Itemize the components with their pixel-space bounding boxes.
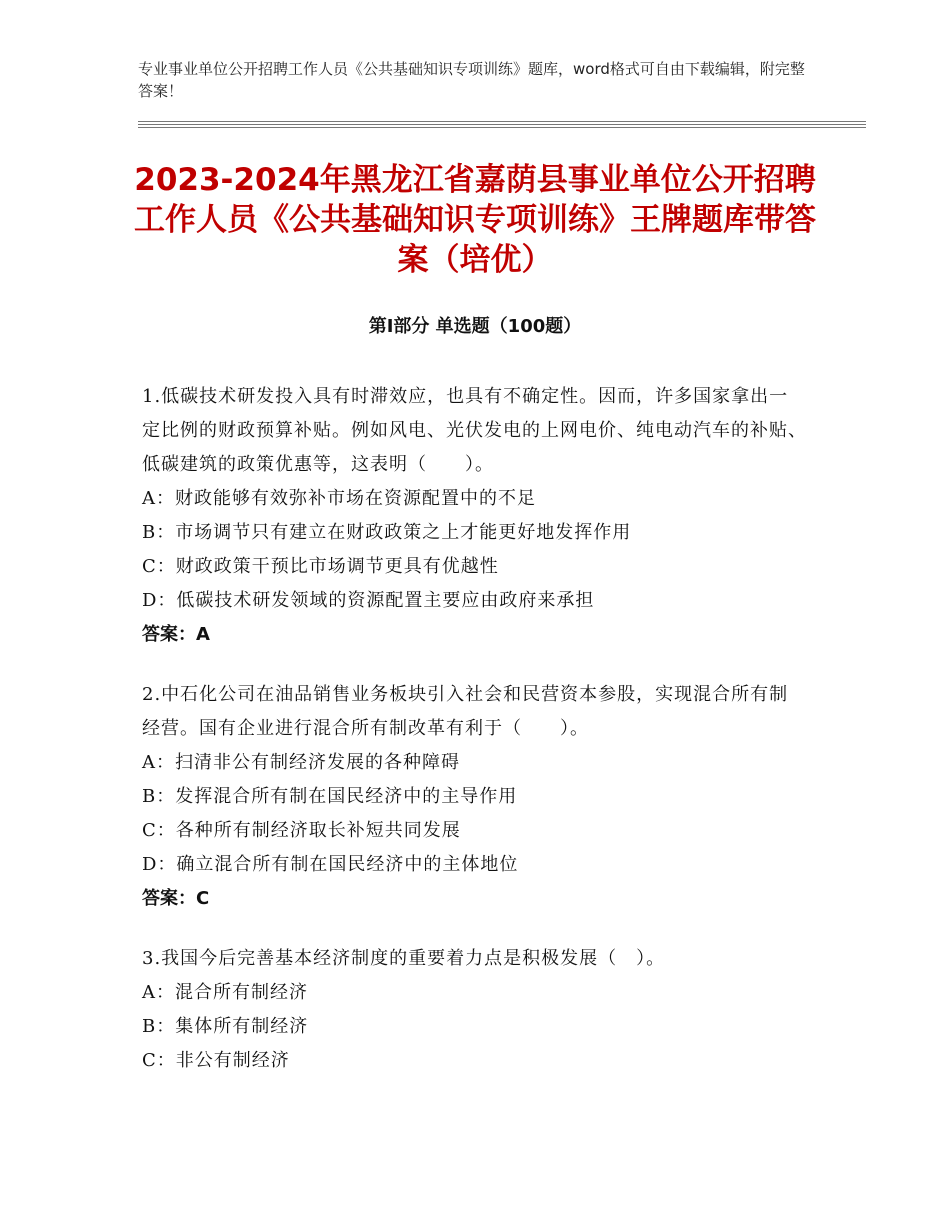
option-a: A：扫清非公有制经济发展的各种障碍: [142, 752, 460, 773]
section-title: 第Ⅰ部分 单选题（100题）: [368, 316, 582, 337]
option-b: B：集体所有制经济: [142, 1016, 309, 1037]
document-title: 2023-2024年黑龙江省嘉荫县事业单位公开招聘工作人员《公共基础知识专项训练》王牌题库带答案（培优）: [134, 162, 816, 278]
answer: 答案：C: [142, 888, 210, 909]
option-c: C：各种所有制经济取长补短共同发展: [142, 820, 461, 841]
header-rule: [138, 121, 866, 122]
question-list: [142, 380, 807, 1104]
question-1: [142, 380, 807, 652]
header-rule: [138, 124, 866, 125]
option-c: C：财政政策干预比市场调节更具有优越性: [142, 556, 499, 577]
answer: 答案：A: [142, 624, 210, 645]
question-stem: 2.中石化公司在油品销售业务板块引入社会和民营资本参股，实现混合所有制经营。国有企业进行混合所有制改革有利于（ ）。: [142, 684, 789, 739]
question-stem: 3.我国今后完善基本经济制度的重要着力点是积极发展（ ）。: [142, 948, 666, 969]
option-d: D：确立混合所有制在国民经济中的主体地位: [142, 854, 519, 875]
header-rule: [138, 127, 866, 128]
question-3: [142, 942, 807, 1078]
option-c: C：非公有制经济: [142, 1050, 290, 1071]
option-a: A：财政能够有效弥补市场在资源配置中的不足: [142, 488, 536, 509]
option-b: B：发挥混合所有制在国民经济中的主导作用: [142, 786, 518, 807]
option-d: D：低碳技术研发领域的资源配置主要应由政府来承担: [142, 590, 595, 611]
question-stem: 1.低碳技术研发投入具有时滞效应，也具有不确定性。因而，许多国家拿出一定比例的财政预算补贴。例如风电、光伏发电的上网电价、纯电动汽车的补贴、低碳建筑的政策优惠等，这表明（ ）。: [142, 386, 807, 475]
header-note: 专业事业单位公开招聘工作人员《公共基础知识专项训练》题库，word格式可自由下载编辑，附完整答案！: [138, 60, 805, 100]
question-2: [142, 678, 807, 916]
option-a: A：混合所有制经济: [142, 982, 308, 1003]
option-b: B：市场调节只有建立在财政政策之上才能更好地发挥作用: [142, 522, 632, 543]
